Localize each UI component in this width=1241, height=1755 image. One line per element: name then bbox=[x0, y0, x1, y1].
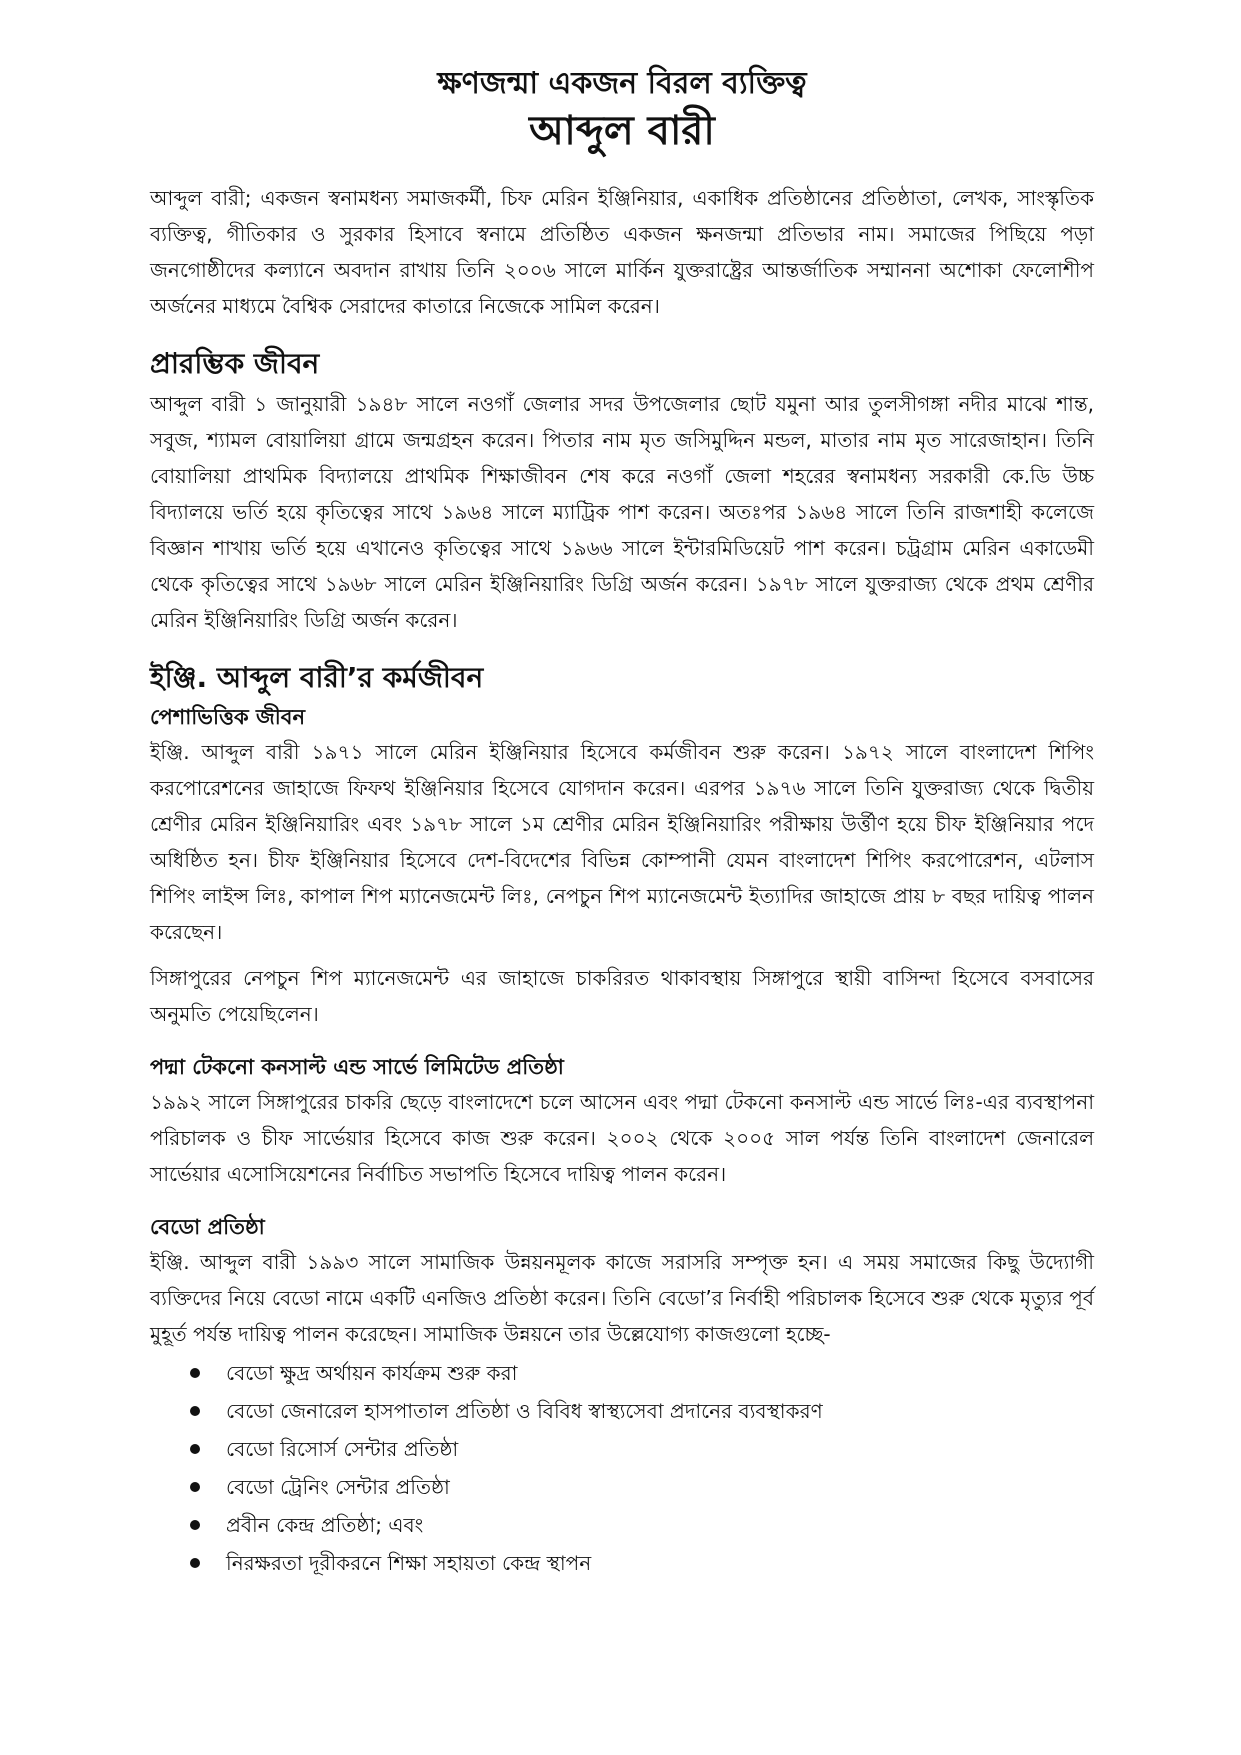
padma-paragraph: ১৯৯২ সালে সিঙ্গাপুরের চাকরি ছেড়ে বাংলাদেশে চলে আসেন এবং পদ্মা টেকনো কনসাল্ট এন্ড সার্ভে লিঃ-এর ব্যবস্থাপনা পরিচালক ও চীফ সার্ভেয়ার হিসেবে কাজ শুরু করেন। ২০০২ থেকে ২০০৫ সাল পর্যন্ত তিনি বাংলাদেশ জেনারেল সার্ভেয়ার এসোসিয়েশনের নির্বাচিত সভাপতি হিসেবে দায়িত্ব পালন করেন। bbox=[150, 1090, 1094, 1186]
early-life-paragraph: আব্দুল বারী ১ জানুয়ারী ১৯৪৮ সালে নওগাঁ জেলার সদর উপজেলার ছোট যমুনা আর তুলসীগঙ্গা নদীর মাঝে শান্ত, সবুজ, শ্যামল বোয়ালিয়া গ্রামে জন্মগ্রহন করেন। পিতার নাম মৃত জসিমুদ্দিন মন্ডল, মাতার নাম মৃত সারেজাহান। তিনি বোয়ালিয়া প্রাথমিক বিদ্যালয়ে প্রাথমিক শিক্ষাজীবন শেষ করে নওগাঁ জেলা শহরের স্বনামধন্য সরকারী কে.ডি উচ্চ বিদ্যালয়ে ভর্তি হয়ে কৃতিত্বের সাথে ১৯৬৪ সালে ম্যাট্রিক পাশ করেন। অতঃপর ১৯৬৪ সালে তিনি রাজশাহী কলেজে বিজ্ঞান শাখায় ভর্তি হয়ে এখানেও কৃতিত্বের সাথে ১৯৬৬ সালে ইন্টারমিডিয়েট পাশ করেন। চট্রগ্রাম মেরিন একাডেমী থেকে কৃতিত্বের সাথে ১৯৬৮ সালে মেরিন ইঞ্জিনিয়ারিং ডিগ্রি অর্জন করেন। ১৯৭৮ সালে যুক্তরাজ্য থেকে প্রথম শ্রেণীর মেরিন ইঞ্জিনিয়ারিং ডিগ্রি অর্জন করেন। bbox=[150, 392, 1094, 632]
bullet-icon bbox=[190, 1482, 200, 1492]
list-item-text: বেডো ক্ষুদ্র অর্থায়ন কার্যক্রম শুরু করা bbox=[226, 1361, 518, 1385]
intro-paragraph: আব্দুল বারী; একজন স্বনামধন্য সমাজকর্মী, চিফ মেরিন ইঞ্জিনিয়ার, একাধিক প্রতিষ্ঠানের প্রতিষ্ঠাতা, লেখক, সাংস্কৃতিক ব্যক্তিত্ব, গীতিকার ও সুরকার হিসাবে স্বনামে প্রতিষ্ঠিত একজন ক্ষনজন্মা প্রতিভার নাম। সমাজের পিছিয়ে পড়া জনগোষ্ঠীদের কল্যানে অবদান রাখায় তিনি ২০০৬ সালে মার্কিন যুক্তরাষ্ট্রের আন্তর্জাতিক সম্মাননা অশোকা ফেলোশীপ অর্জনের মাধ্যমে বৈশ্বিক সেরাদের কাতারে নিজেকে সামিল করেন। bbox=[150, 186, 1094, 318]
padma-heading: পদ্মা টেকনো কনসাল্ট এন্ড সার্ভে লিমিটেড প্রতিষ্ঠা bbox=[150, 1055, 564, 1079]
professional-life-heading: পেশাভিত্তিক জীবন bbox=[150, 705, 305, 729]
list-item-text: বেডো রিসোর্স সেন্টার প্রতিষ্ঠা bbox=[226, 1437, 459, 1461]
bullet-icon bbox=[190, 1406, 200, 1416]
document-supertitle: ক্ষণজন্মা একজন বিরল ব্যক্তিত্ব bbox=[437, 66, 807, 101]
professional-life-paragraph-2: সিঙ্গাপুরের নেপচুন শিপ ম্যানেজমেন্ট এর জাহাজে চাকরিরত থাকাবস্থায় সিঙ্গাপুরে স্থায়ী বাসিন্দা হিসেবে বসবাসের অনুমতি পেয়েছিলেন। bbox=[150, 966, 1094, 1026]
list-item-text: বেডো জেনারেল হাসপাতাল প্রতিষ্ঠা ও বিবিধ স্বাস্থ্যসেবা প্রদানের ব্যবস্থাকরণ bbox=[226, 1399, 823, 1423]
list-item-text: প্রবীন কেন্দ্র প্রতিষ্ঠা; এবং bbox=[226, 1513, 424, 1537]
career-heading: ইঞ্জি. আব্দুল বারী’র কর্মজীবন bbox=[150, 661, 484, 694]
bedo-heading: বেডো প্রতিষ্ঠা bbox=[150, 1215, 265, 1239]
professional-life-paragraph-1: ইঞ্জি. আব্দুল বারী ১৯৭১ সালে মেরিন ইঞ্জিনিয়ার হিসেবে কর্মজীবন শুরু করেন। ১৯৭২ সালে বাংলাদেশ শিপিং করপোরেশনের জাহাজে ফিফথ ইঞ্জিনিয়ার হিসেবে যোগদান করেন। এরপর ১৯৭৬ সালে তিনি যুক্তরাজ্য থেকে দ্বিতীয় শ্রেণীর মেরিন ইঞ্জিনিয়ারিং এবং ১৯৭৮ সালে ১ম শ্রেণীর মেরিন ইঞ্জিনিয়ারিং পরীক্ষায় উর্ত্তীণ হয়ে চীফ ইঞ্জিনিয়ার পদে অধিষ্ঠিত হন। চীফ ইঞ্জিনিয়ার হিসেবে দেশ-বিদেশের বিভিন্ন কোম্পানী যেমন বাংলাদেশ শিপিং করপোরেশন, এটলাস শিপিং লাইন্স লিঃ, কাপাল শিপ ম্যানেজমেন্ট লিঃ, নেপচুন শিপ ম্যানেজমেন্ট ইত্যাদির জাহাজে প্রায় ৮ বছর দায়িত্ব পালন করেছেন। bbox=[150, 740, 1094, 944]
list-item-text: নিরক্ষরতা দূরীকরনে শিক্ষা সহায়তা কেন্দ্র স্থাপন bbox=[226, 1551, 592, 1575]
bullet-icon bbox=[190, 1368, 200, 1378]
list-item bbox=[190, 1468, 1094, 1506]
bedo-paragraph: ইঞ্জি. আব্দুল বারী ১৯৯৩ সালে সামাজিক উন্নয়নমূলক কাজে সরাসরি সম্পৃক্ত হন। এ সময় সমাজের কিছু উদ্যোগী ব্যক্তিদের নিয়ে বেডো নামে একটি এনজিও প্রতিষ্ঠা করেন। তিনি বেডো’র নির্বাহী পরিচালক হিসেবে শুরু থেকে মৃত্যুর পূর্ব মুহূর্ত পর্যন্ত দায়িত্ব পালন করেছেন। সামাজিক উন্নয়নে তার উল্লেযোগ্য কাজগুলো হচ্ছে- bbox=[150, 1250, 1094, 1346]
list-item bbox=[190, 1544, 1094, 1582]
bullet-icon bbox=[190, 1558, 200, 1568]
list-item bbox=[190, 1392, 1094, 1430]
list-item bbox=[190, 1506, 1094, 1544]
bullet-icon bbox=[190, 1444, 200, 1454]
early-life-heading: প্রারম্ভিক জীবন bbox=[150, 347, 320, 380]
bullet-icon bbox=[190, 1520, 200, 1530]
list-item bbox=[190, 1354, 1094, 1392]
document-page bbox=[150, 64, 1094, 1582]
list-item bbox=[190, 1430, 1094, 1468]
paragraph-gap bbox=[150, 950, 1094, 960]
bedo-achievements-list bbox=[150, 1354, 1094, 1582]
list-item-text: বেডো ট্রেনিং সেন্টার প্রতিষ্ঠা bbox=[226, 1475, 450, 1499]
document-title: আব্দুল বারী bbox=[529, 108, 715, 154]
